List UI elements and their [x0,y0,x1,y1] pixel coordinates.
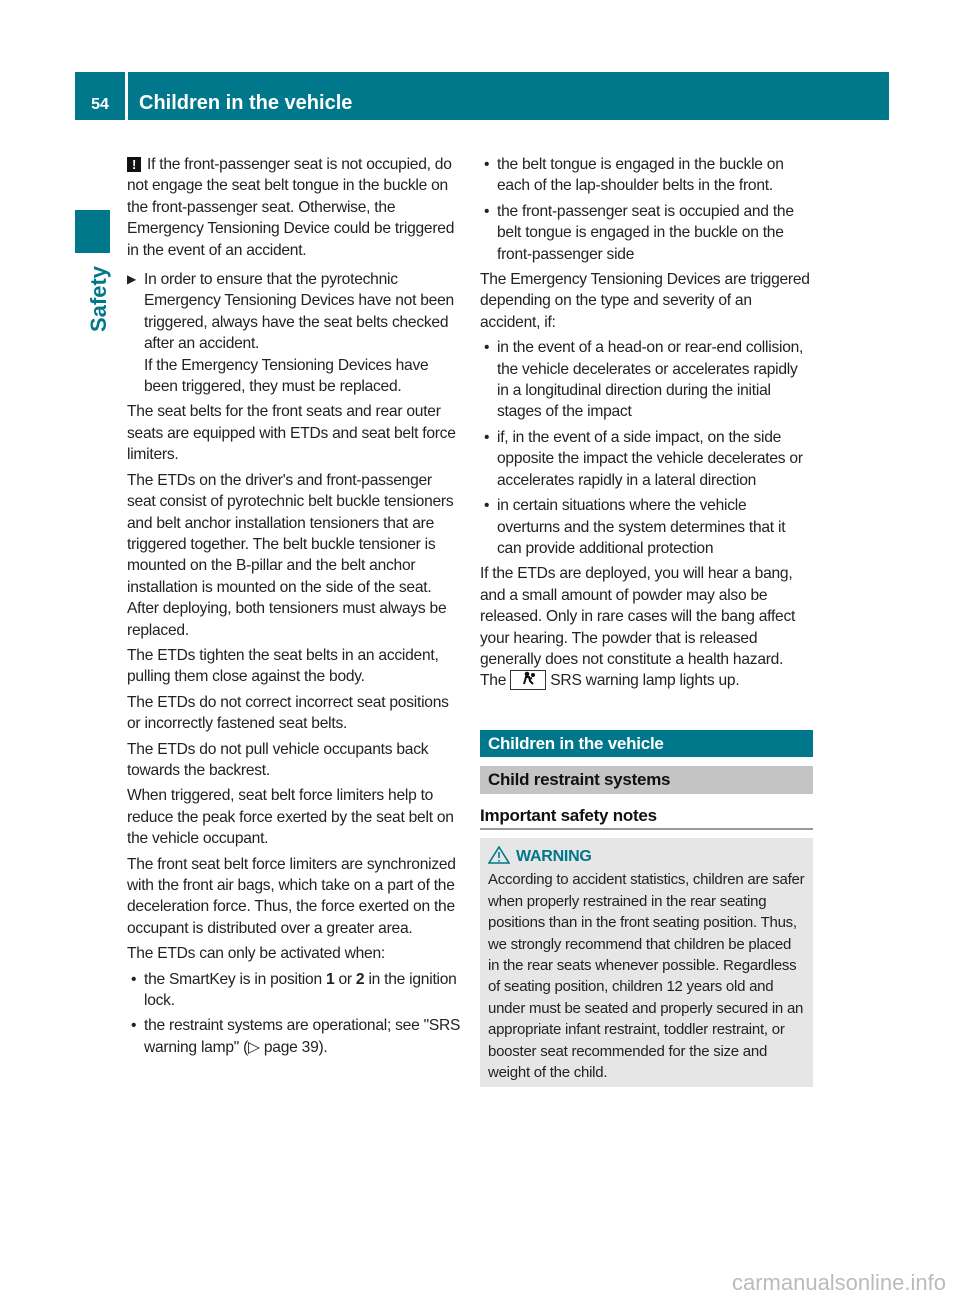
warning-text: According to accident statistics, children are safer when properly restrained in the rear seating positions than in the front seating position. Thus, we strongly recommend that children be placed in the rear seats whenever possible. Regardless of seating position, children 12 years old and under must be seated and properly secured in an appropriate infant restraint, toddler restraint, or booster seat recommended for the size and weight of the child. [488,871,805,1082]
srs-reference-link[interactable]: the restraint systems are operational; see "SRS warning lamp" (▷ page 39). [144,1017,461,1056]
paragraph: The seat belts for the front seats and rear outer seats are equipped with ETDs and seat belt force limiters. [127,403,456,464]
bullet-mark: • [484,497,490,515]
subsubsection-heading: Important safety notes [480,794,813,830]
instruction-step [127,269,463,397]
page-number: 54 [75,72,125,120]
text: the belt tongue is engaged in the buckle on each of the lap-shoulder belts in the front. [497,156,784,195]
text: SRS warning lamp lights up. [546,672,740,690]
paragraph: The Emergency Tensioning Devices are triggered depending on the type and severity of an accident, if: [480,271,810,331]
text: in the ignition lock. [144,970,457,1010]
bullet-mark: • [131,970,137,988]
airbag-warning-icon [510,670,546,690]
warning-header [488,846,805,867]
left-column [127,154,463,1062]
side-tab-label: Safety [86,265,111,333]
paragraph: The ETDs do not correct incorrect seat positions or incorrectly fastened seat belts. [127,693,449,733]
warning-box [480,838,813,1087]
paragraph: The ETDs do not pull vehicle occupants back towards the backrest. [127,740,429,779]
text: the front-passenger seat is occupied and the belt tongue is engaged in the buckle on the front-passenger side [497,202,794,263]
page-title: Children in the vehicle [128,72,889,120]
bullet-mark: • [484,202,490,220]
exclamation-icon: ! [127,157,141,172]
text: if, in the event of a side impact, on the side opposite the impact the vehicle decelerates or accelerates rapidly in a lateral direction [497,428,803,489]
paragraph: When triggered, seat belt force limiters help to reduce the peak force exerted by the seat belt on the vehicle occupant. [127,787,454,848]
list-item [127,969,463,1012]
text: in the event of a head-on or rear-end collision, the vehicle decelerates or accelerates rapidly in a longitudinal direction during the initial stages of the impact [497,339,804,421]
subsection-heading: Child restraint systems [480,766,813,793]
position-2: 2 [355,970,365,988]
text: in certain situations where the vehicle overturns and the system determines that it can provide additional protection [497,497,786,557]
position-1: 1 [325,970,335,988]
text: the SmartKey is in position [144,970,326,988]
bullet-mark: • [484,156,490,173]
paragraph: The front seat belt force limiters are synchronized with the front air bags, which take on a part of the deceleration force. Thus, the force exerted on the occupant is distributed over a greater area. [127,855,456,937]
paragraph: The ETDs on the driver's and front-passenger seat consist of pyrotechnic belt buckle tensioners and belt anchor installation tensioners that are triggered together. The belt buckle tensioner is mounted on the B-pillar and the belt anchor installation is mounted on the side of the seat. After deploying, both tensioners must always be replaced. [127,471,454,639]
paragraph [480,563,813,691]
warning-title: WARNING [516,847,592,865]
paragraph: The ETDs tighten the seat belts in an accident, pulling them close against the body. [127,646,439,686]
list-item [480,427,813,491]
text: or [334,970,356,988]
step-subtext: If the Emergency Tensioning Devices have been triggered, they must be replaced. [144,356,429,396]
note-text: If the front-passenger seat is not occupied, do not engage the seat belt tongue in the buckle on the front-passenger seat. Otherwise, the Emergency Tensioning Device could be triggered in the event of an accident. [127,156,455,259]
text: If the ETDs are deployed, you will hear a bang, and a small amount of powder may also be released. Only in rare cases will the bang affect your hearing. The powder that is released generally does not constitute a health hazard. The [480,565,796,690]
note-paragraph [127,154,463,261]
bullet-mark: • [484,428,490,446]
list-item [480,337,813,423]
list-item [480,154,813,197]
paragraph: The ETDs can only be activated when: [127,945,385,963]
warning-triangle-icon [488,848,516,865]
right-column [480,154,813,1087]
bullet-mark: • [484,339,490,357]
list-item [480,495,813,559]
list-item [127,1015,463,1058]
side-tab-marker [75,210,110,253]
step-text: In order to ensure that the pyrotechnic Emergency Tensioning Devices have not been triggered, always have the seat belts checked after an accident. [144,271,454,353]
bullet-mark: • [131,1017,137,1035]
section-heading: Children in the vehicle [480,730,813,757]
triangle-right-icon: ▶ [127,272,136,287]
list-item [480,201,813,265]
watermark: carmanualsonline.info [731,1270,946,1295]
